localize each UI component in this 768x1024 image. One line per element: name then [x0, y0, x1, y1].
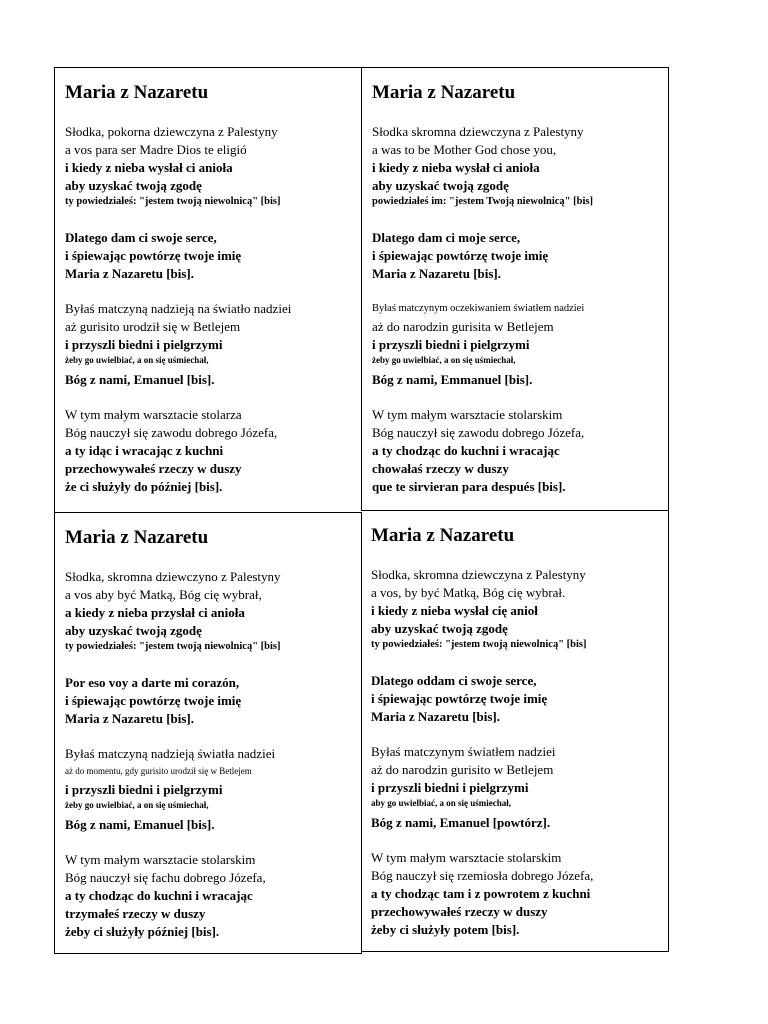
verse2-line3: i przyszli biedni i pielgrzymi [65, 782, 223, 797]
verse3-line2: Bóg nauczył się fachu dobrego Józefa, [65, 870, 266, 885]
verse3-line5: que te sirvieran para después [bis]. [372, 479, 566, 494]
verse3-line3: a ty idąc i wracając z kuchni [65, 443, 224, 458]
song-title: Maria z Nazaretu [65, 82, 209, 103]
verse2-line2: aż do narodzin gurisito w Betlejem [371, 762, 554, 777]
verse1-line4: aby uzyskać twoją zgodę [65, 623, 202, 638]
verse2-line1: Byłaś matczynym światłem nadziei [371, 744, 556, 759]
verse3-line4: przechowywałeś rzeczy w duszy [65, 461, 242, 476]
chorus-line3: Maria z Nazaretu [bis]. [372, 266, 502, 281]
verse1-line4: aby uzyskać twoją zgodę [371, 621, 508, 636]
verse1-line1: Słodka skromna dziewczyna z Palestyny [372, 124, 584, 139]
verse2-line4: żeby go uwielbiać, a on się uśmiechał, [65, 355, 209, 365]
verse2-line3: i przyszli biedni i pielgrzymi [372, 337, 530, 352]
chorus-line1: Por eso voy a darte mi corazón, [65, 675, 240, 690]
chorus-line2: i śpiewając powtórzę twoje imię [65, 693, 242, 708]
chorus-line3: Maria z Nazaretu [bis]. [65, 711, 195, 726]
verse3-line4: trzymałeś rzeczy w duszy [65, 906, 206, 921]
verse2-line5: Bóg z nami, Emanuel [powtórz]. [371, 815, 551, 830]
verse3-line4: przechowywałeś rzeczy w duszy [371, 904, 548, 919]
song-card-top-left [54, 67, 362, 513]
verse3-line5: żeby ci służyły później [bis]. [65, 924, 220, 939]
verse1-line3: i kiedy z nieba wysłał cię anioł [371, 603, 538, 618]
verse3-line3: a ty chodząc tam i z powrotem z kuchni [371, 886, 591, 901]
verse2-line2: aż gurisito urodził się w Betlejem [65, 319, 241, 334]
verse1-line5: powiedziałeś im: "jestem Twoją niewolnicą" [bis] [372, 196, 593, 207]
verse2-line3: i przyszli biedni i pielgrzymi [65, 337, 223, 352]
verse1-line5: ty powiedziałeś: "jestem twoją niewolnicą" [bis] [65, 196, 281, 207]
verse1-line4: aby uzyskać twoją zgodę [65, 178, 202, 193]
verse1-line3: i kiedy z nieba wysłał ci anioła [372, 160, 540, 175]
verse2-line3: i przyszli biedni i pielgrzymi [371, 780, 529, 795]
verse1-line5: ty powiedziałeś: "jestem twoją niewolnicą" [bis] [65, 641, 281, 652]
verse1-line2: a vos, by być Matką, Bóg cię wybrał. [371, 585, 566, 600]
chorus-line1: Dlatego oddam ci swoje serce, [371, 673, 537, 688]
verse2-line2: aż do momentu, gdy gurisito urodził się w Betlejem [65, 766, 252, 776]
verse2-line5: Bóg z nami, Emanuel [bis]. [65, 372, 215, 387]
verse2-line4: żeby go uwielbiać, a on się uśmiechał, [372, 355, 516, 365]
verse1-line1: Słodka, skromna dziewczyno z Palestyny [65, 569, 281, 584]
verse3-line5: żeby ci służyły potem [bis]. [371, 922, 520, 937]
song-card-top-right [361, 67, 669, 511]
verse1-line3: i kiedy z nieba wysłał ci anioła [65, 160, 233, 175]
verse1-line2: a vos aby być Matką, Bóg cię wybrał, [65, 587, 262, 602]
verse2-line5: Bóg z nami, Emanuel [bis]. [65, 817, 215, 832]
song-title: Maria z Nazaretu [371, 525, 515, 546]
verse2-line4: żeby go uwielbiać, a on się uśmiechał, [65, 800, 209, 810]
verse3-line4: chowałaś rzeczy w duszy [372, 461, 509, 476]
verse2-line2: aż do narodzin gurisita w Betlejem [372, 319, 554, 334]
verse2-line5: Bóg z nami, Emmanuel [bis]. [372, 372, 533, 387]
verse1-line1: Słodka, pokorna dziewczyna z Palestyny [65, 124, 278, 139]
verse3-line5: że ci służyły do później [bis]. [65, 479, 223, 494]
chorus-line2: i śpiewając powtórzę twoje imię [372, 248, 549, 263]
verse3-line3: a ty chodząc do kuchni i wracając [372, 443, 560, 458]
chorus-line1: Dlatego dam ci moje serce, [372, 230, 521, 245]
verse1-line2: a was to be Mother God chose you, [372, 142, 557, 157]
song-card-bottom-right [361, 510, 669, 952]
verse1-line1: Słodka, skromna dziewczyna z Palestyny [371, 567, 586, 582]
song-title: Maria z Nazaretu [372, 82, 516, 103]
song-title: Maria z Nazaretu [65, 527, 209, 548]
chorus-line1: Dlatego dam ci swoje serce, [65, 230, 217, 245]
verse3-line1: W tym małym warsztacie stolarskim [65, 852, 256, 867]
verse3-line1: W tym małym warsztacie stolarza [65, 407, 242, 422]
song-card-bottom-left [54, 512, 362, 954]
verse1-line4: aby uzyskać twoją zgodę [372, 178, 509, 193]
chorus-line2: i śpiewając powtórzę twoje imię [371, 691, 548, 706]
verse3-line2: Bóg nauczył się zawodu dobrego Józefa, [65, 425, 278, 440]
verse2-line1: Byłaś matczyną nadzieją światła nadziei [65, 746, 276, 761]
verse2-line1: Byłaś matczyną nadzieją na światło nadziei [65, 301, 292, 316]
chorus-line3: Maria z Nazaretu [bis]. [371, 709, 501, 724]
verse3-line2: Bóg nauczył się rzemiosła dobrego Józefa, [371, 868, 594, 883]
verse1-line3: a kiedy z nieba przysłał ci anioła [65, 605, 245, 620]
verse2-line4: aby go uwielbiać, a on się uśmiechał, [371, 798, 512, 808]
verse3-line3: a ty chodząc do kuchni i wracając [65, 888, 253, 903]
verse1-line5: ty powiedziałeś: "jestem twoją niewolnicą" [bis] [371, 639, 587, 650]
chorus-line3: Maria z Nazaretu [bis]. [65, 266, 195, 281]
verse1-line2: a vos para ser Madre Dios te eligió [65, 142, 247, 157]
verse3-line1: W tym małym warsztacie stolarskim [372, 407, 563, 422]
verse3-line1: W tym małym warsztacie stolarskim [371, 850, 562, 865]
verse3-line2: Bóg nauczył się zawodu dobrego Józefa, [372, 425, 585, 440]
chorus-line2: i śpiewając powtórzę twoje imię [65, 248, 242, 263]
verse2-line1: Byłaś matczynym oczekiwaniem światłem nadziei [372, 303, 585, 314]
